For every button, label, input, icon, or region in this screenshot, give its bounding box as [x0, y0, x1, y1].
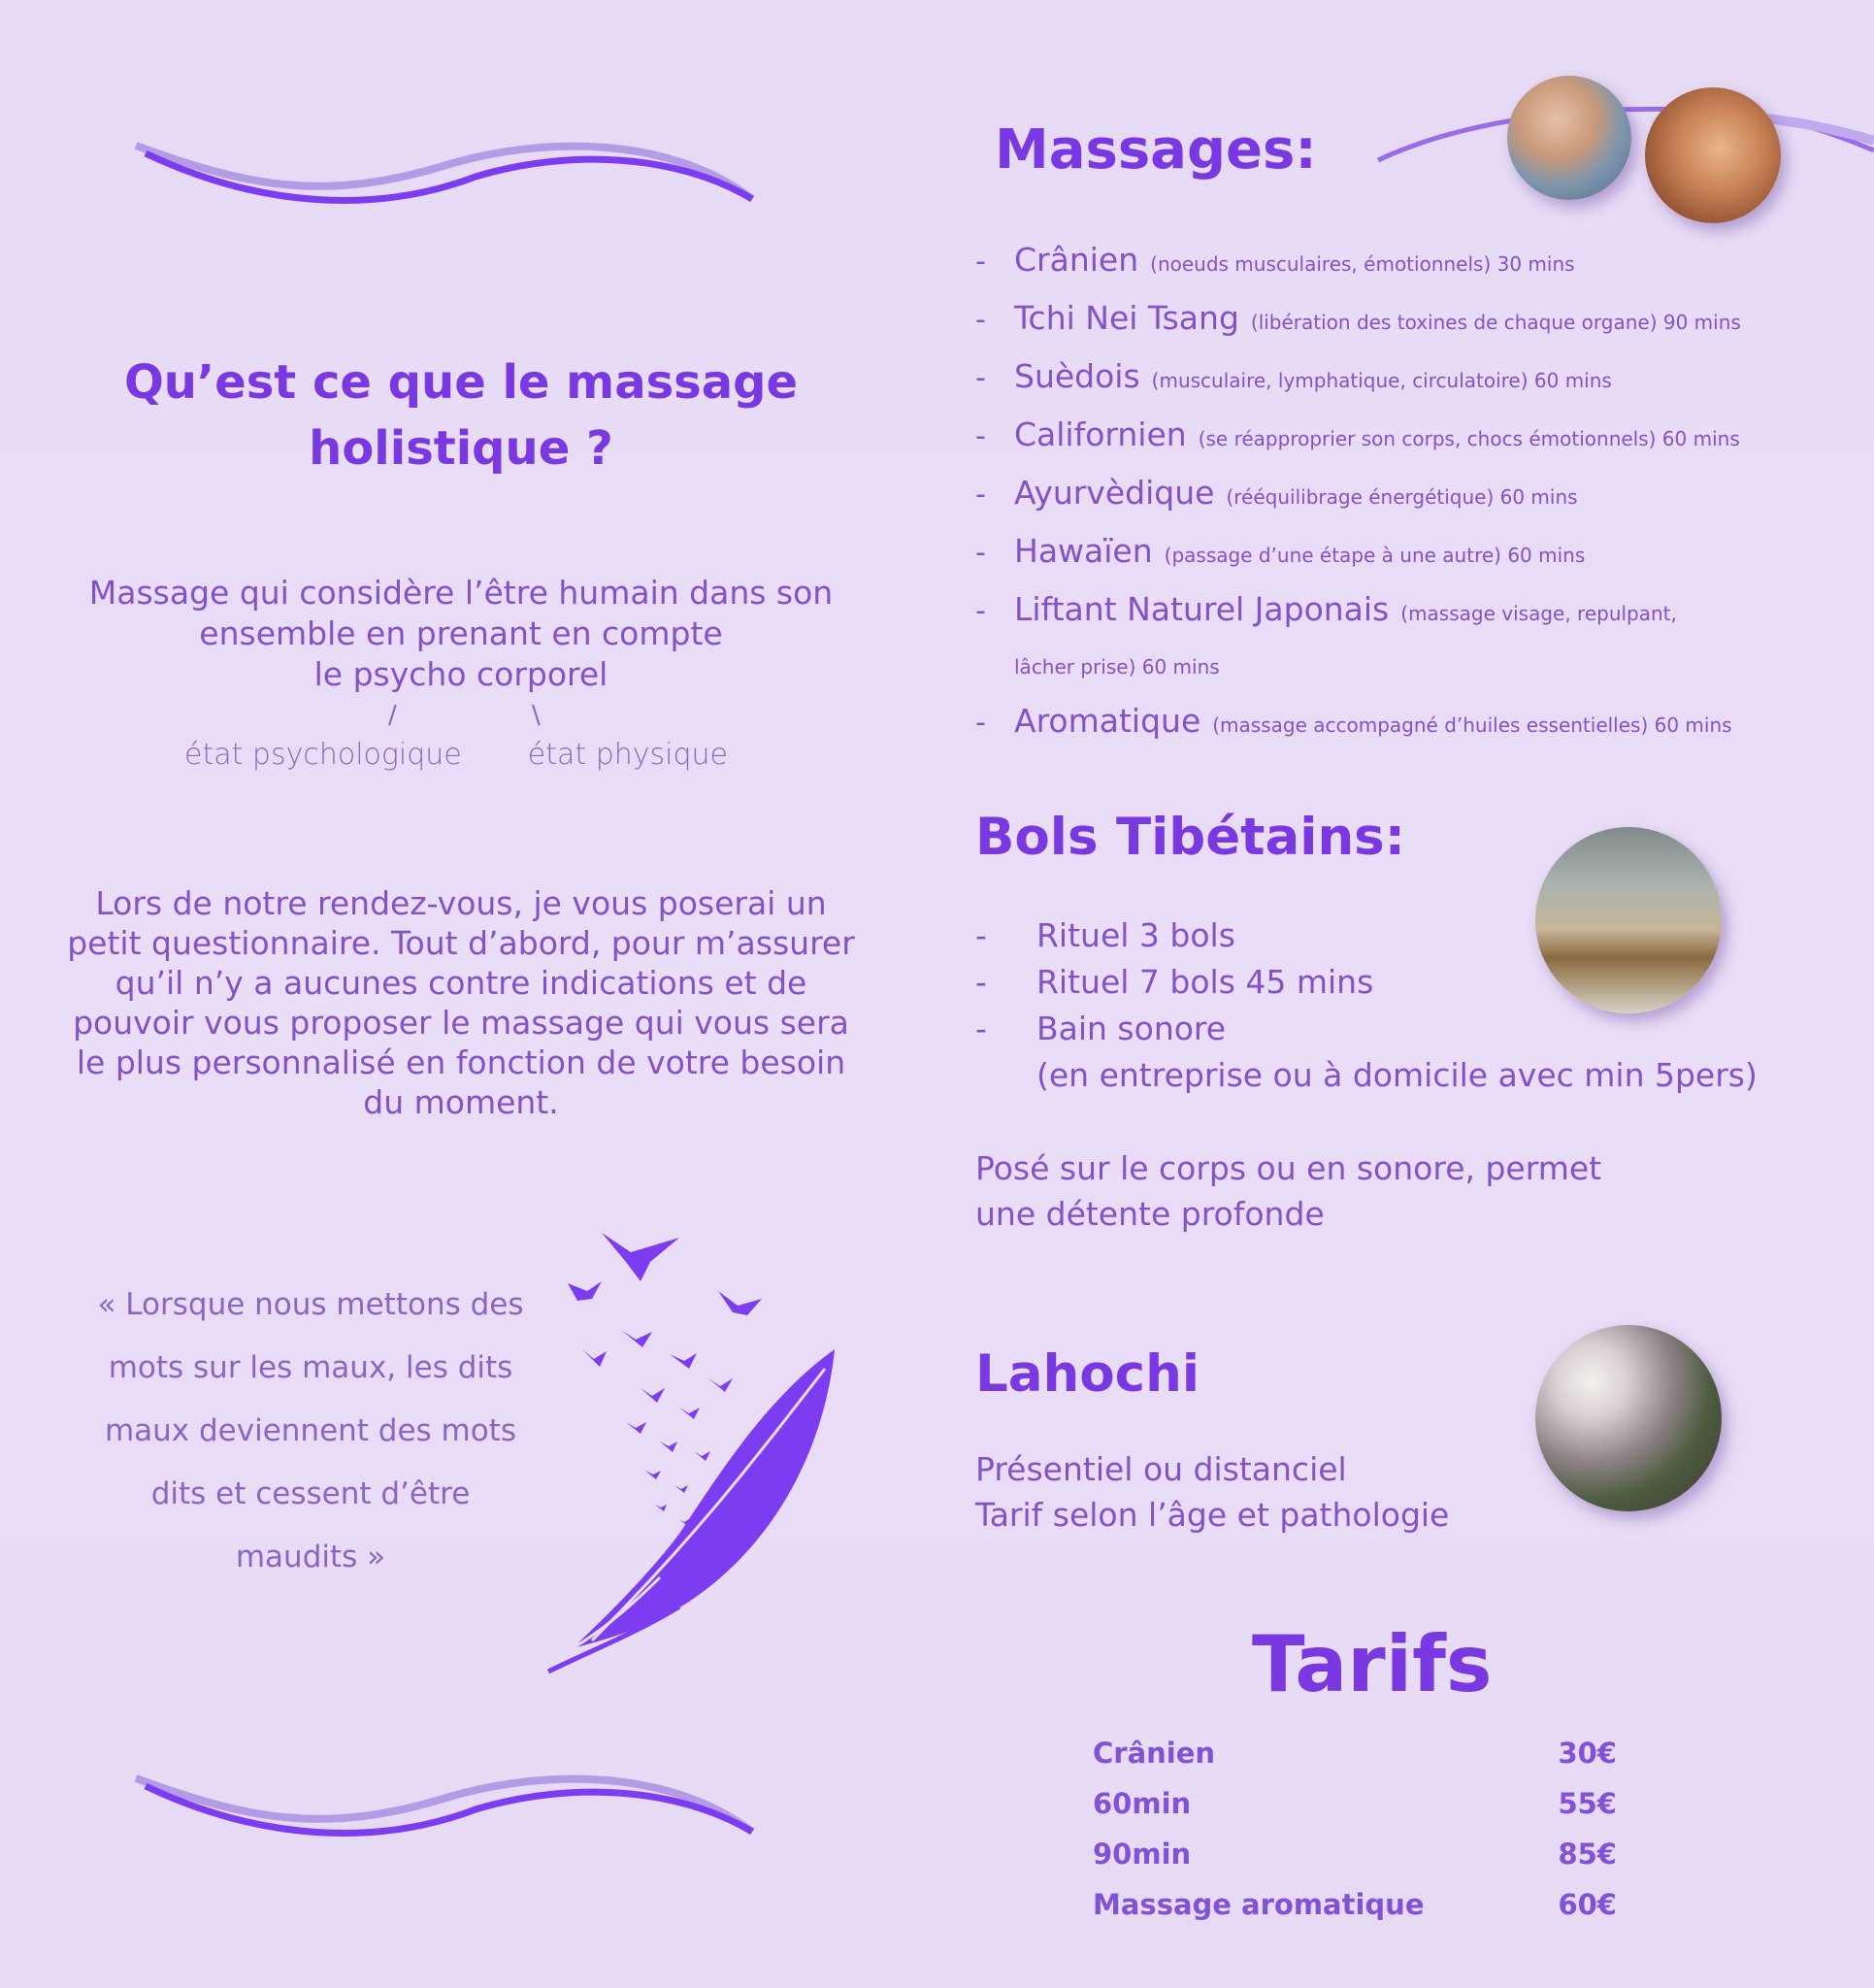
- wave-decoration-bottom-left: [126, 1759, 767, 1846]
- bols-desc-line: Posé sur le corps ou en sonore, permet: [975, 1149, 1602, 1187]
- rdv-line: pouvoir vous proposer le massage qui vous sera: [73, 1004, 849, 1042]
- bols-item: [975, 912, 1849, 959]
- tarifs-table: [1093, 1728, 1617, 1930]
- massage-desc: (libération des toxines de chaque organe) 90 mins: [1250, 311, 1741, 334]
- massage-item-liftant-cont: [975, 641, 1849, 694]
- quote-line: « Lorsque nous mettons des: [97, 1287, 524, 1322]
- massage-name: Californien: [1014, 415, 1187, 453]
- list-dash: -: [975, 478, 986, 512]
- branch-slash: /: [388, 701, 397, 730]
- massage-item-ayurvedique: [975, 466, 1849, 524]
- bols-desc-line: une détente profonde: [975, 1195, 1325, 1233]
- tarif-row: [1093, 1879, 1617, 1930]
- tarif-label: Crânien: [1093, 1737, 1216, 1770]
- massage-name: Crânien: [1014, 241, 1139, 279]
- bols-label: Rituel 7 bols 45 mins: [1036, 963, 1374, 1001]
- massage-desc: (se réapproprier son corps, chocs émotionnels) 60 mins: [1198, 427, 1740, 450]
- list-dash: -: [975, 706, 986, 740]
- massage-item-aromatique: [975, 694, 1849, 752]
- tarif-row: [1093, 1778, 1617, 1829]
- tarif-row: [1093, 1728, 1617, 1778]
- rdv-line: du moment.: [363, 1083, 559, 1121]
- bols-item: [975, 959, 1849, 1006]
- massage-desc: (noeuds musculaires, émotionnels) 30 mins: [1150, 252, 1575, 276]
- lahochi-description: [975, 1446, 1849, 1538]
- tarif-label: Massage aromatique: [1093, 1888, 1425, 1921]
- holistic-intro: [58, 573, 864, 695]
- massage-desc: (musculaire, lymphatique, circulatoire) 60 mins: [1151, 369, 1612, 392]
- massage-desc: (rééquilibrage énergétique) 60 mins: [1226, 485, 1578, 509]
- list-dash: -: [975, 963, 987, 1001]
- tarif-label: 90min: [1093, 1838, 1192, 1871]
- feather-birds-illustration: [534, 1223, 854, 1679]
- lahochi-heading: Lahochi: [975, 1344, 1200, 1404]
- lahochi-line: Présentiel ou distanciel: [975, 1450, 1347, 1488]
- massage-item-liftant: [975, 582, 1849, 641]
- list-dash: -: [975, 361, 986, 395]
- tarif-price: 30€: [1558, 1737, 1617, 1770]
- appointment-paragraph: [58, 883, 864, 1122]
- bols-label: Bain sonore: [1036, 1010, 1227, 1047]
- intro-line: ensemble en prenant en compte: [199, 614, 723, 652]
- massage-name: Hawaïen: [1014, 532, 1153, 570]
- massages-list: [975, 233, 1849, 752]
- tarifs-heading: Tarifs: [1252, 1619, 1493, 1709]
- massages-heading: Massages:: [995, 118, 1317, 182]
- holistic-title-line2: holistique ?: [309, 421, 613, 476]
- bols-description: [975, 1145, 1849, 1237]
- holistic-title-line1: Qu’est ce que le massage: [123, 355, 799, 410]
- bols-item-cont: [975, 1052, 1849, 1099]
- intro-line: le psycho corporel: [313, 655, 608, 693]
- massage-name: Tchi Nei Tsang: [1014, 299, 1239, 337]
- quote: [87, 1274, 534, 1589]
- rdv-line: petit questionnaire. Tout d’abord, pour m’assurer: [67, 924, 855, 962]
- massage-item-cranien: [975, 233, 1849, 291]
- rdv-line: le plus personnalisé en fonction de votre besoin: [76, 1044, 846, 1081]
- list-dash: -: [975, 303, 986, 337]
- list-dash: -: [975, 916, 987, 954]
- massage-item-californien: [975, 408, 1849, 466]
- branch-backslash: \: [532, 701, 541, 730]
- quote-line: maux deviennent des mots: [104, 1413, 517, 1448]
- quote-line: dits et cessent d’être: [150, 1476, 471, 1511]
- bols-list: [975, 912, 1849, 1099]
- quote-line: maudits »: [235, 1540, 386, 1574]
- massage-photo-1: [1507, 76, 1631, 200]
- massage-name: Aromatique: [1014, 702, 1201, 740]
- massage-item-tchi-nei-tsang: [975, 291, 1849, 349]
- massage-name: Liftant Naturel Japonais: [1014, 590, 1390, 628]
- rdv-line: qu’il n’y a aucunes contre indications et de: [115, 964, 807, 1002]
- list-dash: -: [975, 1010, 987, 1047]
- tarif-row: [1093, 1829, 1617, 1879]
- massage-name: Ayurvèdique: [1014, 474, 1215, 512]
- tarif-price: 60€: [1558, 1888, 1617, 1921]
- list-dash: -: [975, 245, 986, 279]
- state-psychological: état psychologique: [184, 738, 462, 772]
- psycho-corporel-states: [184, 738, 728, 772]
- list-dash: -: [975, 536, 986, 570]
- wave-decoration-top-left: [126, 126, 767, 214]
- quote-line: mots sur les maux, les dits: [108, 1350, 513, 1385]
- massage-name: Suèdois: [1014, 357, 1140, 395]
- bols-item: [975, 1006, 1849, 1052]
- bols-label: (en entreprise ou à domicile avec min 5pers): [1036, 1056, 1758, 1094]
- tarif-price: 55€: [1558, 1787, 1617, 1820]
- massage-item-hawaien: [975, 524, 1849, 582]
- lahochi-line: Tarif selon l’âge et pathologie: [975, 1496, 1450, 1534]
- bols-heading: Bols Tibétains:: [975, 808, 1405, 867]
- tarif-price: 85€: [1558, 1838, 1617, 1871]
- massage-desc: (massage accompagné d’huiles essentielles) 60 mins: [1212, 713, 1732, 737]
- intro-line: Massage qui considère l’être humain dans son: [88, 574, 834, 612]
- list-dash: -: [975, 594, 986, 628]
- holistic-title: [58, 349, 864, 481]
- list-dash: -: [975, 419, 986, 453]
- massage-desc: (passage d’une étape à une autre) 60 mins: [1164, 544, 1586, 567]
- tarif-label: 60min: [1093, 1787, 1192, 1820]
- massage-desc: (massage visage, repulpant,: [1400, 602, 1677, 625]
- massage-photo-2: [1645, 87, 1781, 223]
- massage-item-suedois: [975, 349, 1849, 408]
- bols-label: Rituel 3 bols: [1036, 916, 1235, 954]
- state-physical: état physique: [527, 738, 728, 772]
- massage-desc: lâcher prise) 60 mins: [1014, 655, 1220, 679]
- rdv-line: Lors de notre rendez-vous, je vous poserai un: [95, 884, 827, 922]
